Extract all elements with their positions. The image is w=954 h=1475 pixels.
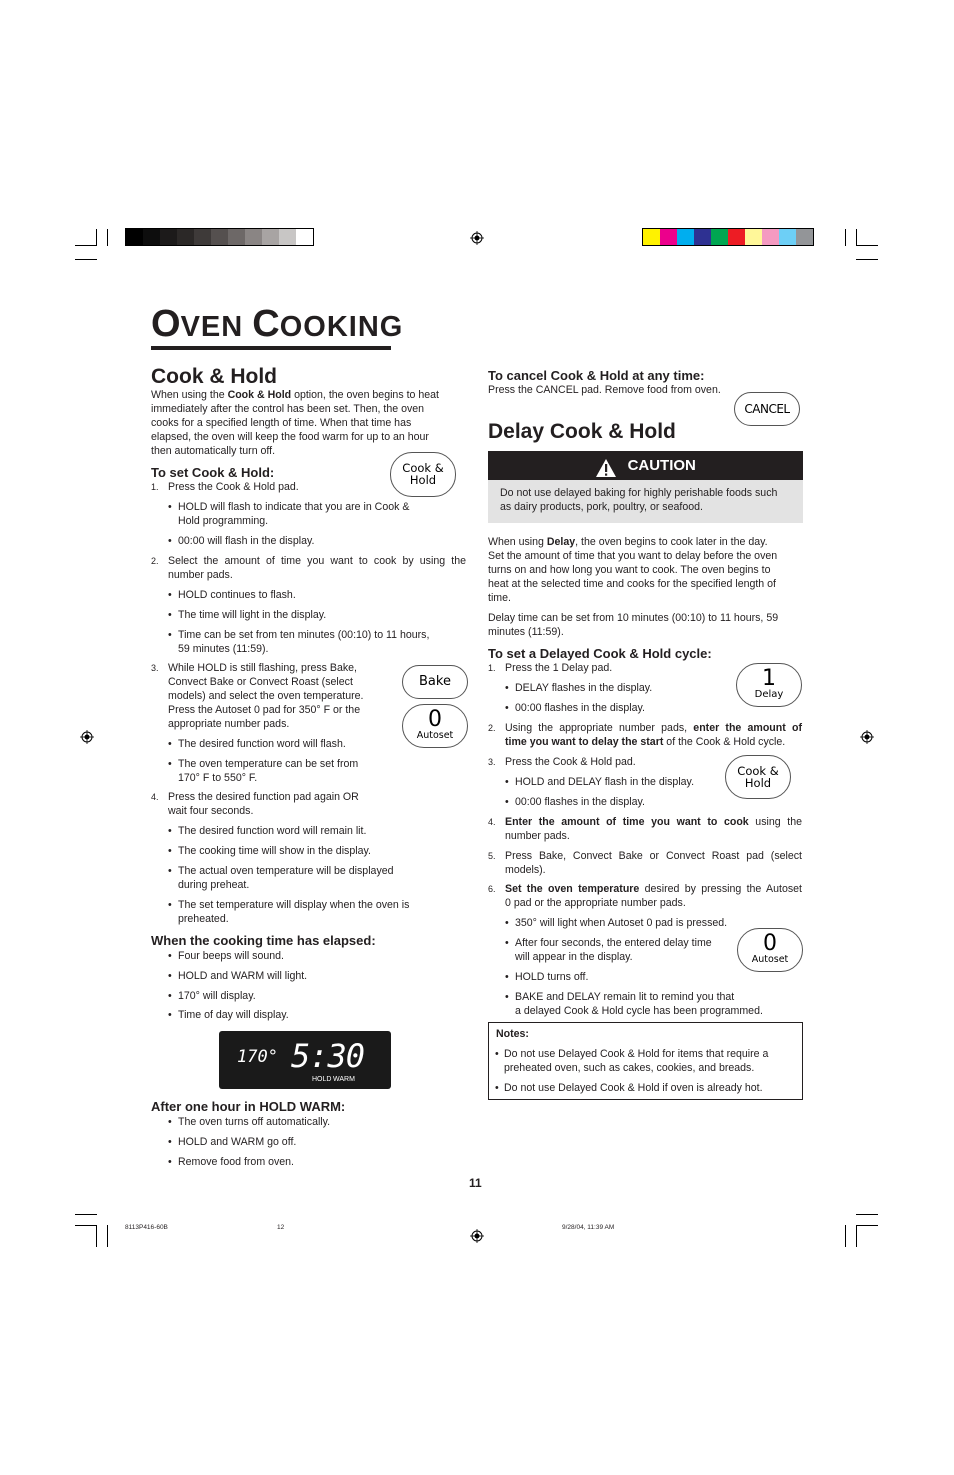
cancel-heading: To cancel Cook & Hold at any time:: [488, 368, 705, 383]
list-item: HOLD and WARM go off.: [178, 1136, 297, 1148]
list-item: The actual oven temperature will be displayed: [178, 865, 394, 877]
list-item: HOLD continues to flash.: [178, 589, 296, 601]
page-title: OVEN COOKING: [151, 303, 404, 345]
set-delay-heading: To set a Delayed Cook & Hold cycle:: [488, 646, 712, 661]
list-item: Using the appropriate number pads, enter the amount of: [505, 722, 802, 734]
list-item: While HOLD is still flashing, press Bake,: [168, 662, 357, 674]
list-item: Four beeps will sound.: [178, 950, 284, 962]
list-item: The set temperature will display when the oven is: [178, 899, 410, 911]
grayscale-color-bar: [125, 228, 314, 246]
title-initial: O: [151, 303, 181, 345]
list-item: BAKE and DELAY remain lit to remind you that: [515, 991, 735, 1003]
list-item: HOLD will flash to indicate that you are in Cook &: [178, 501, 410, 513]
list-item: Time can be set from ten minutes (00:10) to 11 hours,: [178, 629, 430, 641]
display-temperature: 170°: [237, 1047, 278, 1067]
cook-hold-steps: 1. Press the Cook & Hold pad. • HOLD will flash to indicate that you are in Cook & Hold programming. • 00:00 will flash in the display. 2. Select the amount of time you want to cook by using the number pads. • HOLD continues to flash. • The time will light in the display. • Time can be set from ten minutes (00:10) to 11 hours, 59 minutes (11:59). 3. While HOLD is still flashing, press Bake, Convect Bake or Convect Roast (select models) and select the oven temperature. Press the Autoset 0 pad for 350° F or the appropriate number pads. • The desired function word will flash. • The oven temperature can be set from 170° F to 550° F. 4. Press the desired function pad again OR wait four seconds. • The desired function word will remain lit. • The cooking time will show in the display. • The actual oven temperature will be displayed during preheat. • The set temperature will display when the oven is preheated.: [151, 481, 466, 925]
list-item: Press the Cook & Hold pad.: [505, 756, 636, 768]
list-item: 00:00 flashes in the display.: [515, 702, 645, 714]
caution-body: Do not use delayed baking for highly perishable foods such as dairy products, pork, poultry, or seafood.: [488, 480, 803, 523]
delay-steps: 1. Press the 1 Delay pad. • DELAY flashes in the display. • 00:00 flashes in the display. 2. Using the appropriate number pads, enter the amount of time you want to delay the start of the Cook & Hold cycle. 3. Press the Cook & Hold pad. • HOLD and DELAY flash in the display. • 00:00 flashes in the display. 4. Enter the amount of time you want to cook using the number pads. 5. Press Bake, Convect Bake or Convect Roast pad (select models). 6. Set the oven temperature desired by pressing the Autoset 0 pad or the appropriate number pads. • 350° will light when Autoset 0 pad is pressed. • After four seconds, the entered delay time will appear in the display. • HOLD turns off. • BAKE and DELAY remain lit to remind you that a delayed Cook & Hold cycle has been programmed.: [488, 662, 802, 1017]
list-item: After four seconds, the entered delay time: [515, 937, 712, 949]
cook-hold-heading: Cook & Hold: [151, 365, 277, 388]
cook-hold-pad[interactable]: Cook & Hold: [725, 755, 791, 799]
after-hour-heading: After one hour in HOLD WARM:: [151, 1099, 346, 1114]
registration-mark-icon: [80, 730, 94, 744]
page-number: 11: [469, 1176, 482, 1190]
list-item: The cooking time will show in the display.: [178, 845, 371, 857]
caution-box: [488, 451, 803, 523]
list-item: HOLD and WARM will light.: [178, 970, 308, 982]
set-cook-hold-heading: To set Cook & Hold:: [151, 465, 275, 480]
delay-heading: Delay Cook & Hold: [488, 420, 676, 443]
caution-header: CAUTION: [488, 451, 803, 480]
list-item: Set the oven temperature desired by pressing the Autoset: [505, 883, 802, 895]
display-time: 5:30: [291, 1037, 365, 1075]
list-item: 00:00 flashes in the display.: [515, 796, 645, 808]
cook-hold-pad[interactable]: Cook & Hold: [390, 452, 456, 497]
list-item: Enter the amount of time you want to cook using the: [505, 816, 802, 828]
list-item: DELAY flashes in the display.: [515, 682, 653, 694]
list-item: HOLD turns off.: [515, 971, 589, 983]
list-item: Press Bake, Convect Bake or Convect Roast pad (select: [505, 850, 802, 862]
display-hold: HOLD: [312, 1076, 332, 1083]
notes-box: Notes: • Do not use Delayed Cook & Hold for items that require a preheated oven, such as cakes, cookies, and breads. • Do not use Delayed Cook & Hold if oven is already hot.: [488, 1022, 803, 1100]
list-item: 00:00 will flash in the display.: [178, 535, 315, 547]
registration-mark-icon: [470, 231, 484, 245]
list-item: Do not use Delayed Cook & Hold for items that require a: [504, 1048, 769, 1060]
bake-pad[interactable]: Bake: [402, 665, 468, 699]
list-item: The oven turns off automatically.: [178, 1116, 331, 1128]
list-item: The desired function word will flash.: [178, 738, 346, 750]
warning-triangle-icon: [595, 458, 617, 478]
list-item: Time of day will display.: [178, 1009, 289, 1021]
cook-hold-intro: When using the Cook & Hold option, the oven begins to heat immediately after the control has been set. Then, the oven cooks for a specified length of time. When that time has elapsed, the oven will keep the food warm for up to an hour then automatically turn off.: [151, 389, 439, 457]
delay-intro: When using Delay, the oven begins to cook later in the day. Set the amount of time that you want to delay before the oven turns on and how long you want to cook. The oven begins to heat at the selected time and cooks for the specified length of time. Delay time can be set from 10 minutes (00:10) to 11 hours, 59 minutes (11:59).: [488, 536, 779, 638]
notes-title: Notes:: [496, 1028, 529, 1040]
autoset-pad[interactable]: 0 Autoset: [737, 928, 803, 972]
footer-page: 12: [277, 1224, 285, 1231]
cancel-pad[interactable]: CANCEL: [734, 392, 800, 426]
list-item: Remove food from oven.: [178, 1156, 294, 1168]
list-item: Press the Cook & Hold pad.: [168, 481, 299, 493]
list-item: Select the amount of time you want to cook by using the: [168, 555, 466, 567]
delay-pad[interactable]: 1 Delay: [736, 663, 802, 707]
process-color-bar: [642, 228, 814, 246]
elapsed-list: • Four beeps will sound. • HOLD and WARM will light. • 170° will display. • Time of day will display.: [168, 950, 308, 1021]
list-item: 170° will display.: [178, 990, 256, 1002]
cancel-text: Press the CANCEL pad. Remove food from oven.: [488, 384, 721, 396]
list-item: The time will light in the display.: [178, 609, 327, 621]
title-initial: C: [252, 303, 280, 345]
list-item: Press the desired function pad again OR: [168, 791, 359, 803]
list-item: HOLD and DELAY flash in the display.: [515, 776, 695, 788]
oven-display: [219, 1031, 391, 1089]
list-item: The oven temperature can be set from: [178, 758, 359, 770]
list-item: Press the 1 Delay pad.: [505, 662, 613, 674]
list-item: The desired function word will remain lit.: [178, 825, 367, 837]
registration-mark-icon: [860, 730, 874, 744]
list-item: 350° will light when Autoset 0 pad is pressed.: [515, 917, 728, 929]
footer-date: 9/28/04, 11:39 AM: [562, 1224, 615, 1231]
list-item: Do not use Delayed Cook & Hold if oven is already hot.: [504, 1082, 763, 1094]
title-underline: [151, 346, 391, 350]
after-hour-list: • The oven turns off automatically. • HOLD and WARM go off. • Remove food from oven.: [168, 1116, 331, 1168]
registration-mark-icon: [470, 1229, 484, 1243]
autoset-pad[interactable]: 0 Autoset: [402, 704, 468, 748]
footer-code: 8113P416-60B: [125, 1224, 168, 1231]
display-warm: WARM: [333, 1076, 355, 1083]
elapsed-heading: When the cooking time has elapsed:: [151, 933, 376, 948]
